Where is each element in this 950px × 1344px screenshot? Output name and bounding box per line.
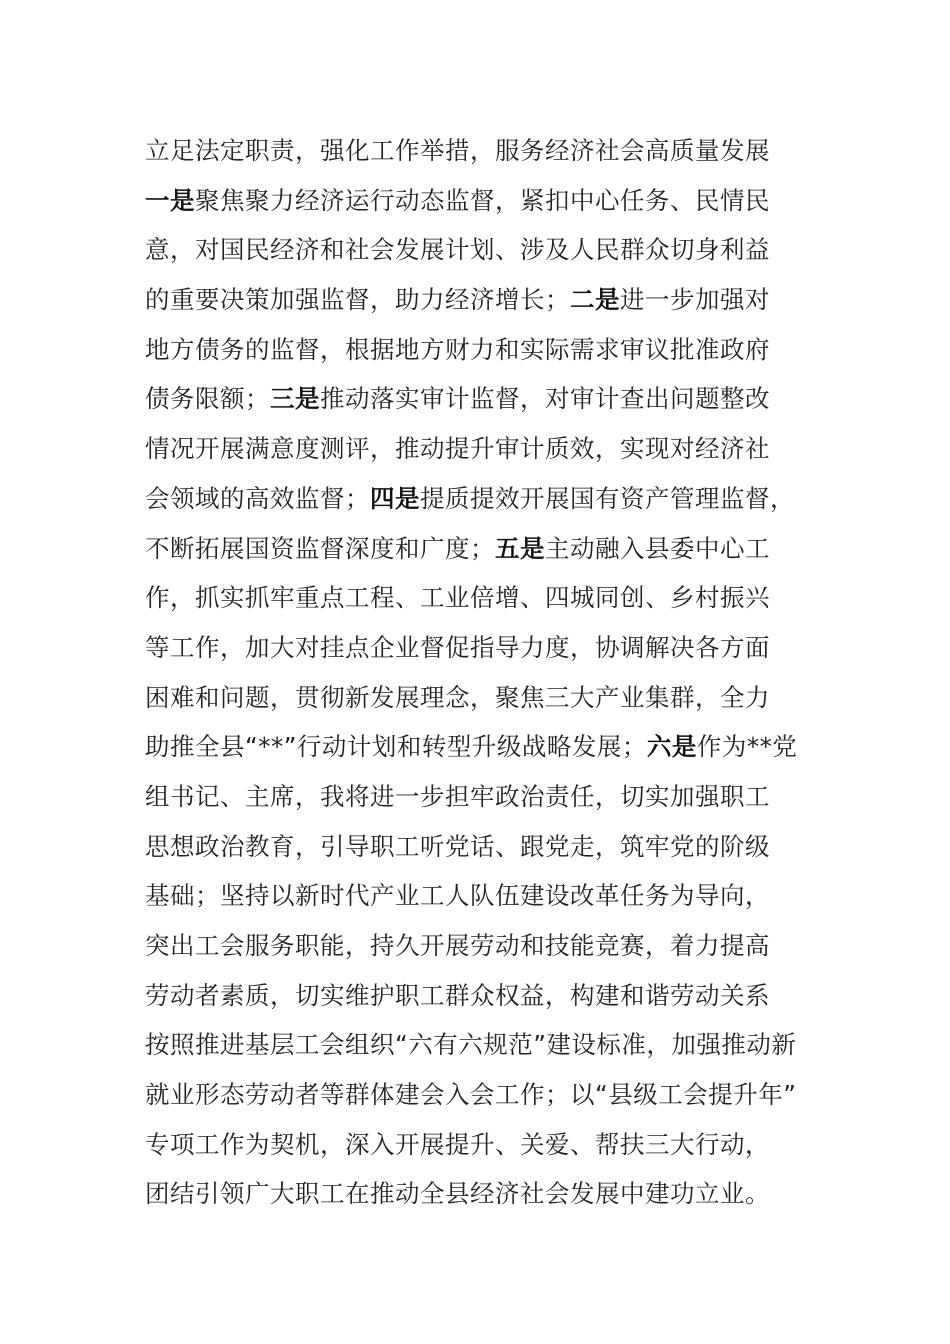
text-segment: 就业形态劳动者等群体建会入会工作；以“县级工会提升年” <box>145 1080 797 1110</box>
text-segment: 劳动者素质，切实维护职工群众权益，构建和谐劳动关系 <box>145 980 770 1010</box>
bold-marker: 一是 <box>145 185 195 215</box>
text-line <box>145 524 845 574</box>
text-line <box>145 971 845 1021</box>
bold-marker: 二是 <box>570 285 620 315</box>
text-segment: 思想政治教育，引导职工听党话、跟党走，筑牢党的阶级 <box>145 831 770 861</box>
text-segment: 地方债务的监督，根据地方财力和实际需求审议批准政府 <box>145 334 770 364</box>
text-line <box>145 474 845 524</box>
text-line <box>145 325 845 375</box>
text-segment: 作为**党 <box>696 732 798 762</box>
text-line <box>145 822 845 872</box>
text-segment: 助推全县“**”行动计划和转型升级战略发展； <box>145 732 647 762</box>
text-segment: 意，对国民经济和社会发展计划、涉及人民群众切身利益 <box>145 235 770 265</box>
text-line <box>145 424 845 474</box>
text-segment: 立足法定职责，强化工作举措，服务经济社会高质量发展 <box>145 136 770 165</box>
text-segment: 团结引领广大职工在推动全县经济社会发展中建功立业。 <box>145 1179 770 1209</box>
text-line <box>145 176 845 226</box>
text-line <box>145 1169 845 1219</box>
text-segment: 等工作，加大对挂点企业督促指导力度，协调解决各方面 <box>145 632 770 662</box>
text-segment: 的重要决策加强监督，助力经济增长； <box>145 285 570 315</box>
text-segment: 聚焦聚力经济运行动态监督，紧扣中心任务、民情民 <box>195 185 770 215</box>
text-segment: 不断拓展国资监督深度和广度； <box>145 533 495 563</box>
text-segment: 组书记、主席，我将进一步担牢政治责任，切实加强职工 <box>145 781 770 811</box>
text-segment: 困难和问题，贯彻新发展理念，聚焦三大产业集群，全力 <box>145 682 770 712</box>
text-line <box>145 374 845 424</box>
text-line <box>145 772 845 822</box>
text-line <box>145 722 845 772</box>
text-line <box>145 275 845 325</box>
text-line <box>145 1020 845 1070</box>
text-segment: 专项工作为契机，深入开展提升、关爱、帮扶三大行动， <box>145 1129 770 1159</box>
text-segment: 会领域的高效监督； <box>145 483 370 513</box>
text-line <box>145 871 845 921</box>
text-line <box>145 673 845 723</box>
text-line <box>145 573 845 623</box>
text-segment: 进一步加强对 <box>620 285 770 315</box>
text-segment: 推动落实审计监督，对审计查出问题整改 <box>320 384 770 414</box>
bold-marker: 五是 <box>495 533 545 563</box>
text-segment: 情况开展满意度测评，推动提升审计质效，实现对经济社 <box>145 434 770 464</box>
text-segment: 债务限额； <box>145 384 270 414</box>
text-segment: 作，抓实抓牢重点工程、工业倍增、四城同创、乡村振兴 <box>145 583 770 613</box>
text-segment: 按照推进基层工会组织“六有六规范”建设标准，加强推动新 <box>145 1030 797 1060</box>
text-segment: 主动融入县委中心工 <box>545 533 770 563</box>
text-line <box>145 1120 845 1170</box>
text-line <box>145 126 845 176</box>
text-line <box>145 1070 845 1120</box>
text-segment: 提质提效开展国有资产管理监督， <box>420 483 795 513</box>
bold-marker: 六是 <box>646 732 697 762</box>
body-paragraph <box>145 126 845 1219</box>
text-line <box>145 225 845 275</box>
text-segment: 基础；坚持以新时代产业工人队伍建设改革任务为导向， <box>145 881 770 911</box>
bold-marker: 三是 <box>270 384 320 414</box>
text-line <box>145 623 845 673</box>
text-segment: 突出工会服务职能，持久开展劳动和技能竞赛，着力提高 <box>145 931 770 960</box>
bold-marker: 四是 <box>370 483 420 513</box>
text-line <box>145 921 845 971</box>
